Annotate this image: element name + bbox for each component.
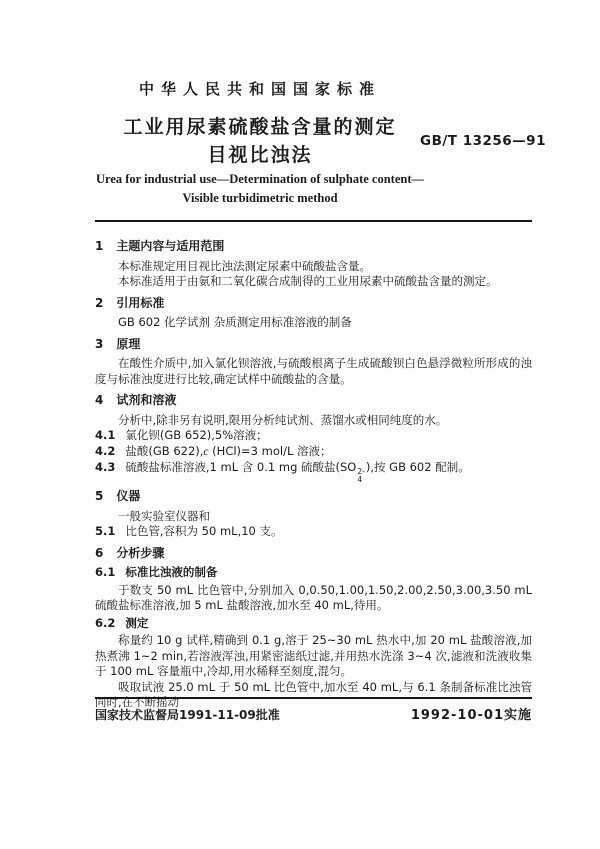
section-number: 3 — [95, 336, 104, 351]
paragraph: 在酸性介质中,加入氯化钡溶液,与硫酸根离子生成硫酸钡白色悬浮微粒所形成的浊度与标准浊度进行比较,确定试样中硫酸盐的含量。 — [95, 356, 532, 386]
subsection-number: 6.1 — [95, 565, 116, 580]
section-title: 引用标准 — [116, 295, 165, 310]
section-title: 原理 — [116, 336, 141, 351]
clause-text: 硫酸盐标准溶液,1 mL 含 0.1 mg 硫酸盐(SO — [125, 460, 357, 474]
subsection-6-2-heading — [95, 616, 532, 632]
document-body — [95, 233, 532, 711]
document-title-line2: 目视比浊法 — [207, 144, 313, 166]
paragraph: 一般实验室仪器和 — [118, 508, 210, 523]
concentration-symbol: c — [203, 445, 209, 458]
sulphate-ion-formula — [357, 468, 364, 483]
paragraph: 吸取试液 25.0 mL 于 50 mL 比色管中,加水至 40 mL,与 6.1 条制备标准比浊管同时,在不断摇动 — [95, 679, 532, 710]
formula-superscript: 2- — [357, 467, 365, 477]
clause-number: 4.2 — [95, 443, 116, 458]
clause-4-2 — [95, 444, 532, 461]
clause-number: 5.1 — [95, 524, 116, 539]
clause-4-1 — [95, 428, 532, 444]
section-title: 主题内容与适用范围 — [116, 239, 225, 253]
paragraph: 称量约 10 g 试样,精确到 0.1 g,溶于 25~30 mL 热水中,加 20 mL 盐酸溶液,加热煮沸 1~2 min,若溶液浑浊,用紧密滤纸过滤,并用热水洗涤 3~4 次,滤液和洗液收集于 100 mL 容量瓶中,冷却,用水稀释至刻度,混匀。 — [95, 633, 532, 679]
formula-subscript: 4 — [357, 474, 363, 484]
document-title-line1: 工业用尿素硫酸盐含量的测定 — [123, 116, 397, 138]
english-title-line2: Visible turbidimetric method — [182, 191, 338, 205]
implementation-note: 1992-10-01实施 — [410, 708, 532, 723]
section-number: 5 — [95, 489, 104, 504]
clause-5-1 — [95, 524, 532, 540]
section-number: 2 — [95, 295, 104, 310]
section-title: 试剂和溶液 — [116, 393, 177, 407]
section-6-heading — [95, 546, 532, 562]
section-3-heading — [95, 337, 532, 353]
section-1-heading — [95, 239, 532, 255]
section-title: 分析步骤 — [116, 545, 165, 560]
paragraph: 分析中,除非另有说明,限用分析纯试剂、蒸馏水或相同纯度的水。 — [118, 412, 448, 427]
clause-number: 4.1 — [95, 428, 116, 442]
clause-text: ),按 GB 602 配制。 — [365, 460, 470, 474]
clause-number: 4.3 — [95, 460, 116, 474]
approval-note: 国家技术监督局1991-11-09批准 — [95, 708, 280, 722]
section-5-heading — [95, 489, 532, 505]
subsection-title: 标准比浊液的制备 — [125, 565, 218, 580]
subsection-title: 测定 — [125, 615, 149, 630]
section-title: 仪器 — [116, 489, 141, 504]
clause-text: 盐酸(GB 622), — [125, 443, 204, 458]
standard-code: GB/T 13256—91 — [420, 133, 546, 149]
document-footer — [95, 697, 532, 723]
referenced-standard: GB 602 化学试剂 杂质测定用标准溶液的制备 — [118, 315, 352, 329]
subsection-6-1-heading — [95, 565, 532, 581]
paragraph: 本标准规定用目视比浊法测定尿素中硫酸盐含量。 — [118, 258, 371, 273]
english-title-line1: Urea for industrial use—Determination of sulphate content— — [96, 172, 424, 186]
clause-4-3 — [95, 460, 532, 483]
section-number: 4 — [95, 393, 104, 407]
subsection-number: 6.2 — [95, 615, 116, 630]
section-number: 6 — [95, 545, 104, 560]
clause-text: 氯化钡(GB 652),5%溶液； — [125, 428, 268, 442]
national-standard-label: 中华人民共和国国家标准 — [138, 80, 381, 98]
section-number: 1 — [95, 239, 104, 253]
header-divider — [95, 220, 532, 222]
clause-text: (HCl)=3 mol/L 溶液； — [208, 443, 332, 458]
clause-text: 比色管,容积为 50 mL,10 支。 — [125, 524, 283, 539]
paragraph: 本标准适用于由氨和二氧化碳合成制得的工业用尿素中硫酸盐含量的测定。 — [118, 274, 498, 288]
section-4-heading — [95, 393, 532, 409]
section-2-heading — [95, 296, 532, 312]
paragraph: 于数支 50 mL 比色管中,分别加入 0,0.50,1.00,1.50,2.00,2.50,3.00,3.50 mL 硫酸盐标准溶液,加 5 mL 盐酸溶液,加水至 40 mL,待用。 — [95, 582, 532, 613]
